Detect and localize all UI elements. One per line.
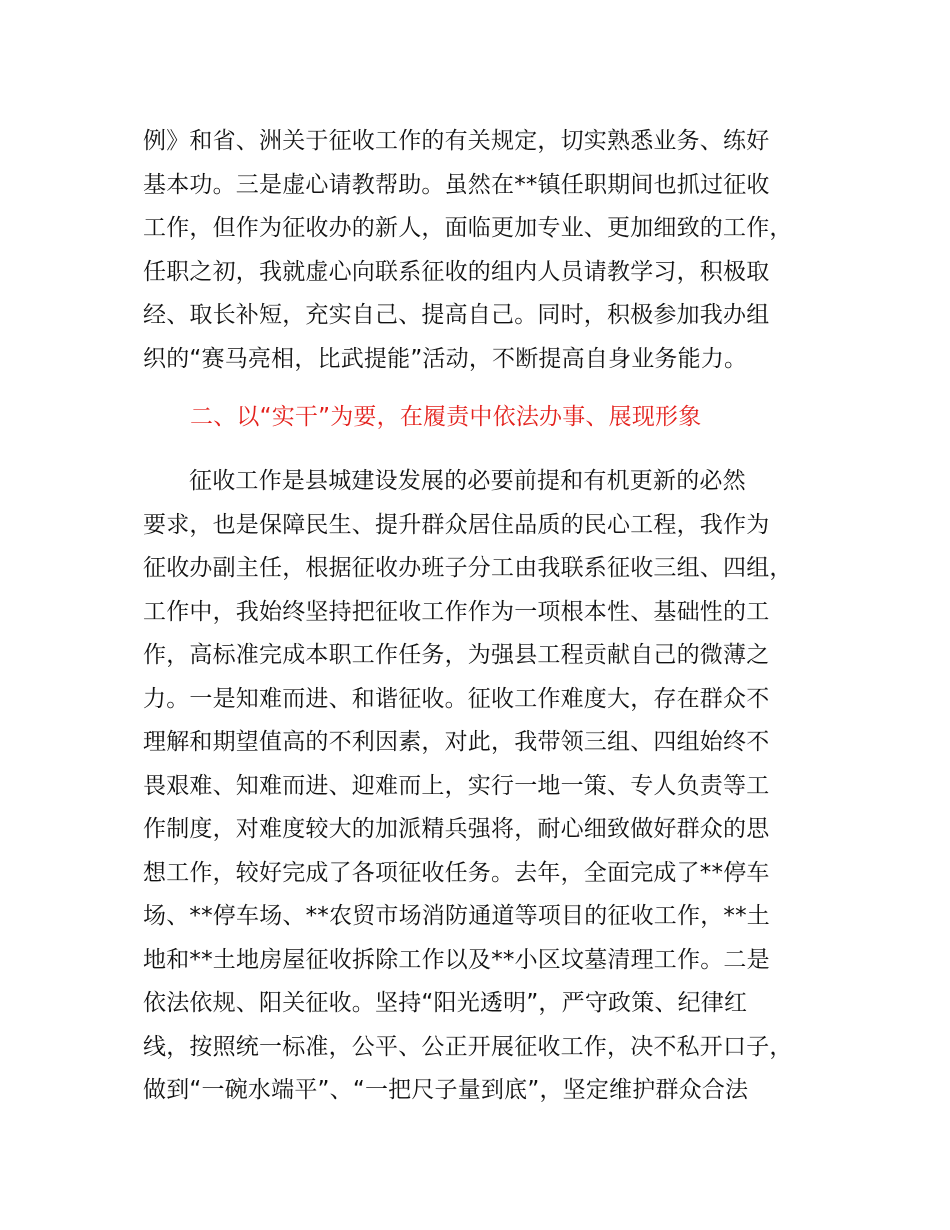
- paragraph-line: 工作中，我始终坚持把征收工作作为一项根本性、基础性的工: [143, 598, 770, 625]
- paragraph-line: 征收工作是县城建设发展的必要前提和有机更新的必然: [189, 468, 746, 494]
- paragraph-body: [143, 460, 819, 1113]
- paragraph-line: 理解和期望值高的不利因素，对此，我带领三组、四组始终不: [143, 729, 770, 755]
- paragraph-line: 任职之初，我就虚心向联系征收的组内人员请教学习，积极取: [143, 258, 770, 285]
- paragraph-line: 依法依规、阳关征收。坚持“阳光透明”，严守政策、纪律红: [143, 990, 748, 1016]
- paragraph-line: 例》和省、洲关于征收工作的有关规定，切实熟悉业务、练好: [143, 128, 770, 154]
- paragraph-line: 地和**土地房屋征收拆除工作以及**小区坟墓清理工作。二是: [143, 946, 770, 973]
- paragraph-line: 征收办副主任，根据征收办班子分工由我联系征收三组、四组，: [143, 555, 793, 581]
- paragraph-line: 工作，但作为征收办的新人，面临更加专业、更加细致的工作，: [143, 215, 793, 241]
- paragraph-line: 作制度，对难度较大的加派精兵强将，耐心细致做好群众的思: [143, 816, 770, 842]
- paragraph-line: 力。一是知难而进、和谐征收。征收工作难度大，存在群众不: [143, 685, 770, 712]
- paragraph-continuation: [143, 120, 819, 381]
- paragraph-line: 基本功。三是虚心请教帮助。虽然在**镇任职期间也抓过征收: [143, 171, 770, 198]
- paragraph-line: 线，按照统一标准，公平、公正开展征收工作，决不私开口子，: [143, 1033, 793, 1060]
- paragraph-line: 作，高标准完成本职工作任务，为强县工程贡献自己的微薄之: [143, 642, 770, 668]
- paragraph-line: 织的“赛马亮相，比武提能”活动，不断提高自身业务能力。: [143, 345, 748, 372]
- paragraph-line: 做到“一碗水端平”、“一把尺子量到底”，坚定维护群众合法: [143, 1077, 749, 1103]
- paragraph-line: 要求，也是保障民生、提升群众居住品质的民心工程，我作为: [143, 511, 770, 538]
- paragraph-line: 经、取长补短，充实自己、提高自己。同时，积极参加我办组: [143, 302, 770, 328]
- paragraph-line: 场、**停车场、**农贸市场消防通道等项目的征收工作，**土: [143, 903, 770, 929]
- paragraph-line: 畏艰难、知难而进、迎难而上，实行一地一策、专人负责等工: [143, 772, 770, 799]
- paragraph-line: 想工作，较好完成了各项征收任务。去年，全面完成了**停车: [143, 859, 770, 886]
- section-heading: 二、以“实干”为要，在履责中依法办事、展现形象: [190, 404, 702, 430]
